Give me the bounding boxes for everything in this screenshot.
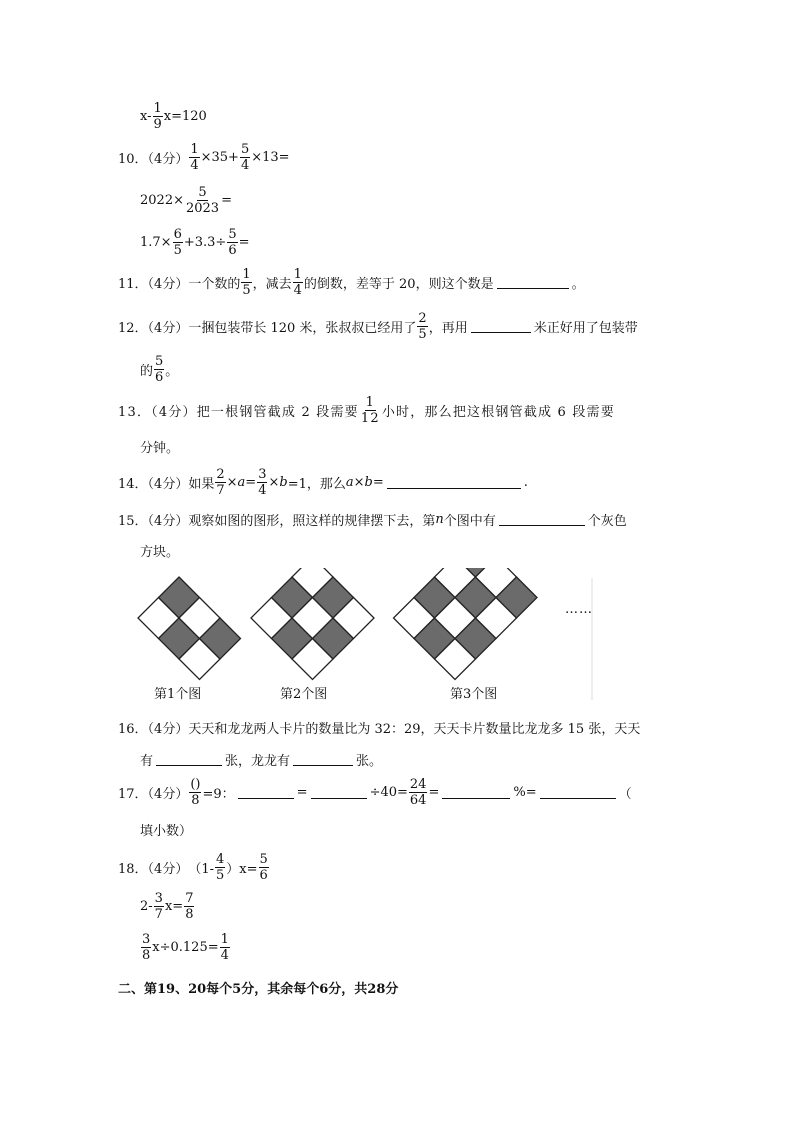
q14: 14．（4分）如果 $\frac{2}{7}$ × a = $\frac{3}{4}$ × b =1，那么 a×b = . xyxy=(118,467,528,498)
q17-line2: 填小数） xyxy=(140,824,193,839)
section-heading: 二、第19、20每个5分，其余每个6分，共28分 xyxy=(118,982,399,997)
q18-line2: 2- $\frac{3}{7}$ x= $\frac{7}{8}$ xyxy=(140,891,194,922)
pattern-1 xyxy=(138,577,241,680)
q16-line2: 有 张，龙龙有 张。 xyxy=(140,754,383,769)
fraction: $\frac{1}{9}$ xyxy=(153,101,162,132)
answer-blank[interactable] xyxy=(156,753,222,766)
q11: 11．（4分）一个数的 $\frac{1}{5}$ ，减去 $\frac{1}{4}$ 的倒数，差等于 20，则这个数是 。 xyxy=(118,267,585,298)
answer-blank[interactable] xyxy=(238,786,294,799)
answer-blank[interactable] xyxy=(497,276,569,289)
pattern-3 xyxy=(394,568,538,680)
caption-2: 第2个图 xyxy=(280,687,328,702)
q18-line1: 18．（4分） （1- $\frac{4}{5}$ ）x= $\frac{5}{6}$ xyxy=(118,852,268,883)
answer-blank[interactable] xyxy=(311,786,367,799)
q10-line3: 1.7× $\frac{6}{5}$ +3.3÷ $\frac{5}{6}$ = xyxy=(140,227,250,258)
answer-blank[interactable] xyxy=(387,476,521,489)
caption-1: 第1个图 xyxy=(154,687,202,702)
q12-line2: 的 $\frac{5}{6}$ 。 xyxy=(140,354,179,385)
q10-line1: 10．（4分） $\frac{1}{4}$ ×35+ $\frac{5}{4}$ ×13= xyxy=(118,142,290,173)
answer-blank[interactable] xyxy=(442,786,510,799)
ellipsis: …… xyxy=(565,602,593,617)
answer-blank[interactable] xyxy=(471,320,531,333)
caption-3: 第3个图 xyxy=(450,687,498,702)
q12-line1: 12．（4分）一捆包装带长 120 米，张叔叔已经用了 $\frac{2}{5}$ ，再用 米正好用了包装带 xyxy=(118,311,638,342)
q18-line3: $\frac{3}{8}$ x÷0.125= $\frac{1}{4}$ xyxy=(142,932,229,963)
pattern-2 xyxy=(251,568,374,680)
answer-blank[interactable] xyxy=(499,513,585,526)
q13-line1: 13．（4分）把一根钢管截成 2 段需要 $\frac{1}{12}$ 小时，那么把这根钢管截成 6 段需要 xyxy=(118,395,615,426)
answer-blank[interactable] xyxy=(540,786,616,799)
q10-line2: 2022× $\frac{5}{2023}$ = xyxy=(140,185,232,216)
q15-line1: 15．（4分）观察如图的图形，照这样的规律摆下去，第 n 个图中有 个灰色 xyxy=(118,512,627,529)
answer-blank[interactable] xyxy=(293,753,353,766)
q15-line2: 方块。 xyxy=(140,545,180,560)
q9-equation: x- $\frac{1}{9}$ x=120 xyxy=(140,101,207,132)
q17-line1: 17．（4分） $\frac{()}{8}$ =9： = ÷40= $\frac{24}{64}$ = %= （ xyxy=(118,777,632,808)
q16-line1: 16．（4分）天天和龙龙两人卡片的数量比为 32：29，天天卡片数量比龙龙多 15 张，天天 xyxy=(118,722,641,737)
q13-line2: 分钟。 xyxy=(140,441,180,456)
